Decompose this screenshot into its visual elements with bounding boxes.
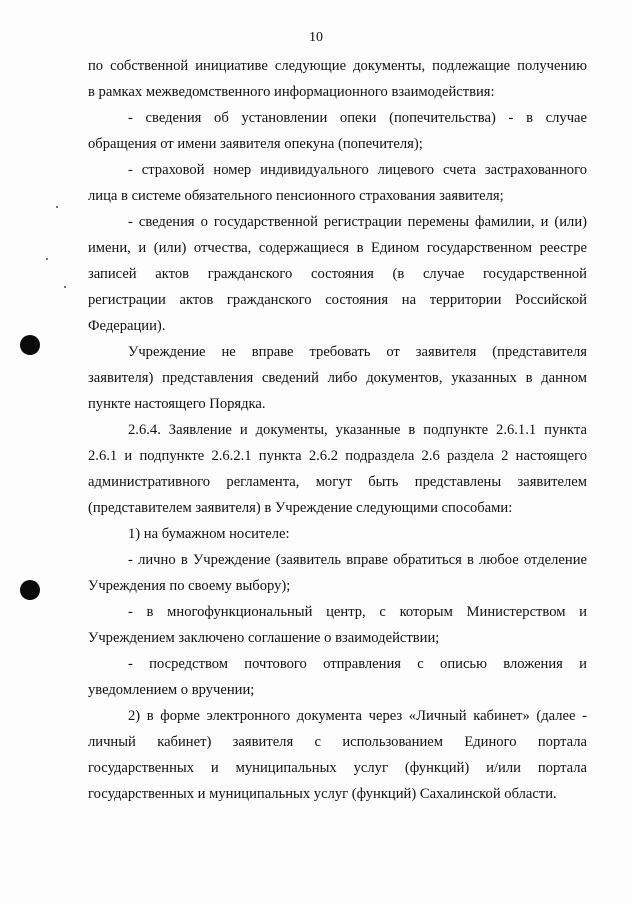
scan-speck	[56, 206, 58, 208]
document-body	[88, 53, 587, 807]
text-line: Учреждение не вправе требовать от заявителя (представителя	[128, 344, 587, 360]
text-line: записей актов гражданского состояния (в случае государственной	[88, 266, 587, 282]
text-line: - сведения о государственной регистрации перемены фамилии, и (или)	[128, 214, 587, 230]
text-line: лица в системе обязательного пенсионного страхования заявителя;	[88, 188, 504, 204]
page-number: 10	[309, 30, 323, 45]
scan-speck	[64, 286, 66, 288]
text-line: пункте настоящего Порядка.	[88, 396, 266, 412]
text-line: 2) в форме электронного документа через «Личный кабинет» (далее -	[128, 708, 587, 724]
text-line: - в многофункциональный центр, с которым Министерством и	[128, 604, 587, 620]
text-line: 1) на бумажном носителе:	[128, 526, 290, 542]
text-line: государственных и муниципальных услуг (функций) Сахалинской области.	[88, 786, 557, 802]
text-line: по собственной инициативе следующие документы, подлежащие получению	[88, 58, 587, 74]
text-line: - лично в Учреждение (заявитель вправе обратиться в любое отделение	[128, 552, 587, 568]
punch-hole-top	[20, 335, 40, 355]
text-line: в рамках межведомственного информационного взаимодействия:	[88, 84, 495, 100]
scan-speck	[46, 258, 48, 260]
text-line: - страховой номер индивидуального лицевого счета застрахованного	[128, 162, 587, 178]
punch-hole-bottom	[20, 580, 40, 600]
text-line: административного регламента, могут быть представлены заявителем	[88, 474, 587, 490]
text-line: имени, и (или) отчества, содержащиеся в Едином государственном реестре	[88, 240, 587, 256]
text-line: личный кабинет) заявителя с использованием Единого портала	[88, 734, 587, 750]
text-line: уведомлением о вручении;	[88, 682, 255, 698]
text-line: Учреждения по своему выбору);	[88, 578, 291, 594]
text-line: регистрации актов гражданского состояния на территории Российской	[88, 292, 587, 308]
text-line: государственных и муниципальных услуг (функций) и/или портала	[88, 760, 587, 776]
text-line: 2.6.4. Заявление и документы, указанные в подпункте 2.6.1.1 пункта	[128, 422, 587, 438]
text-line: Учреждением заключено соглашение о взаимодействии;	[88, 630, 440, 646]
text-line: - сведения об установлении опеки (попечительства) - в случае	[128, 110, 587, 126]
text-line: - посредством почтового отправления с описью вложения и	[128, 656, 587, 672]
text-line: Федерации).	[88, 318, 166, 334]
text-line: (представителем заявителя) в Учреждение следующими способами:	[88, 500, 513, 516]
text-line: заявителя) представления сведений либо документов, указанных в данном	[88, 370, 587, 386]
text-line: 2.6.1 и подпункте 2.6.2.1 пункта 2.6.2 подраздела 2.6 раздела 2 настоящего	[88, 448, 587, 464]
text-line: обращения от имени заявителя опекуна (попечителя);	[88, 136, 423, 152]
